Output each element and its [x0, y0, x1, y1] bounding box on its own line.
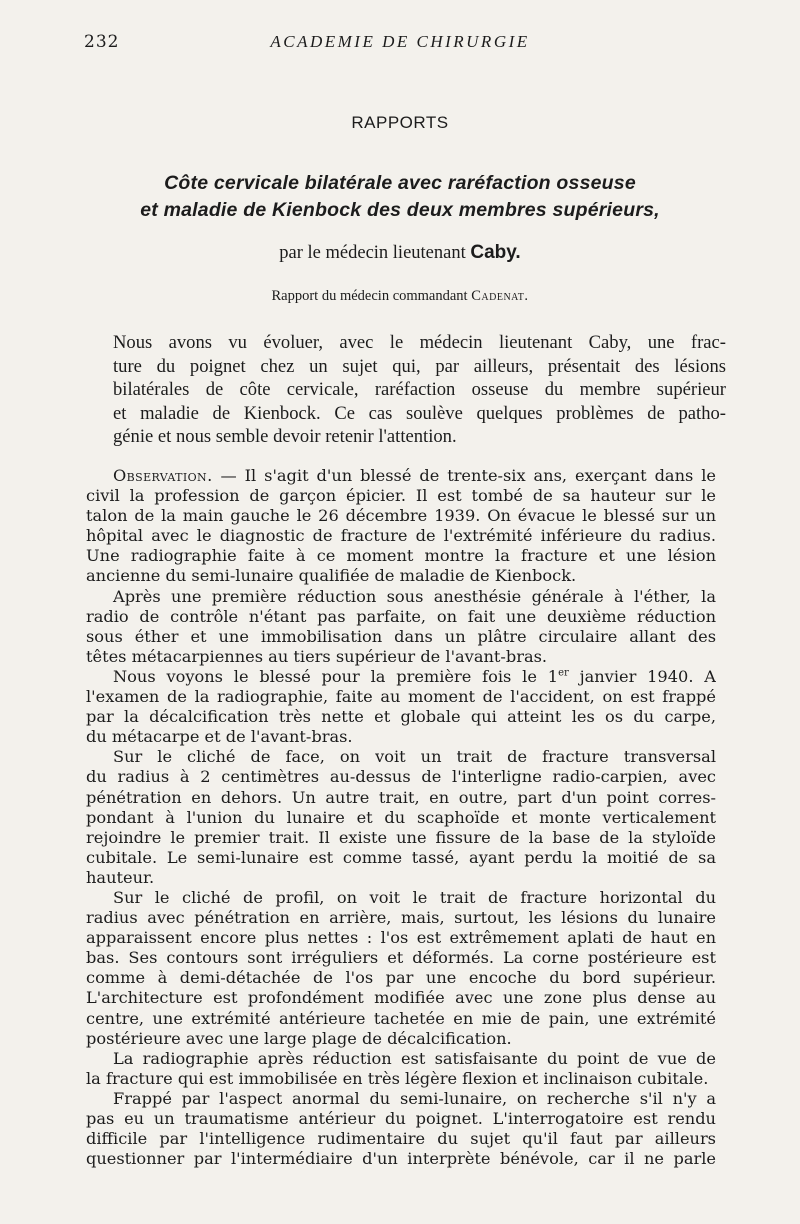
- observation-label: Observation.: [113, 466, 213, 485]
- body-line: Une radiographie faite à ce moment montre la fracture et une lésion: [86, 546, 716, 566]
- page-number: 232: [84, 32, 120, 52]
- body-line: radio de contrôle n'étant pas parfaite, on fait une deuxième réduction: [86, 606, 716, 626]
- observation-text: [86, 466, 716, 1169]
- author-line: [0, 242, 800, 264]
- body-line: hauteur.: [86, 867, 155, 887]
- intro-line: ture du poignet chez un sujet qui, par ailleurs, présentait des lésions: [113, 355, 726, 377]
- body-line: par la décalcification très nette et globale qui atteint les os du carpe,: [86, 707, 716, 727]
- body-line: rejoindre le premier trait. Il existe une fissure de la base de la styloïde: [86, 827, 716, 847]
- body-line: pas eu un traumatisme antérieur du poignet. L'interrogatoire est rendu: [86, 1109, 716, 1128]
- body-line: [86, 667, 716, 687]
- body-line: du métacarpe et de l'avant-bras.: [86, 727, 353, 747]
- author-prefix: par le médecin lieutenant: [279, 243, 466, 263]
- body-line: apparaissent encore plus nettes : l'os est extrêmement aplati de haut en: [86, 928, 716, 948]
- body-line: ancienne du semi-lunaire qualifiée de maladie de Kienbock.: [86, 566, 577, 586]
- body-line: Sur le cliché de profil, on voit le trait de fracture horizontal du: [113, 887, 716, 907]
- body-line: La radiographie après réduction est satisfaisante du point de vue de: [113, 1048, 716, 1068]
- date-tail: janvier 1940. A: [568, 666, 716, 686]
- body-line: Après une première réduction sous anesthésie générale à l'éther, la: [113, 586, 716, 606]
- body-line: bas. Ses contours sont irréguliers et déformés. La corne postérieure est: [86, 948, 716, 968]
- page-header: [80, 30, 720, 56]
- body-line: du radius à 2 centimètres au-dessus de l'interligne radio-carpien, avec: [86, 767, 716, 787]
- body-line: questionner par l'intermédiaire d'un interprète bénévole, car il ne parle: [86, 1149, 716, 1169]
- report-name: Cadenat.: [471, 288, 529, 304]
- author-name: Caby.: [470, 242, 521, 263]
- body-line: têtes métacarpiennes au tiers supérieur de l'avant-bras.: [86, 646, 548, 666]
- date-superscript: er: [558, 667, 569, 679]
- intro-line: bilatérales de côte cervicale, raréfaction osseuse du membre supérieur: [113, 379, 726, 401]
- body-line: pondant à l'union du lunaire et du scaphoïde et monte verticalement: [86, 807, 716, 827]
- body-line: radius avec pénétration en arrière, mais, surtout, les lésions du lunaire: [86, 908, 716, 928]
- body-line: Frappé par l'aspect anormal du semi-lunaire, on recherche s'il n'y a: [113, 1088, 716, 1108]
- body-line: [86, 466, 716, 486]
- body-line: difficile par l'intelligence rudimentaire du sujet qu'il faut par ailleurs: [86, 1129, 716, 1149]
- intro-line: génie et nous semble devoir retenir l'attention.: [113, 426, 457, 448]
- report-prefix: Rapport du médecin commandant: [271, 288, 468, 304]
- body-line: civil la profession de garçon épicier. Il est tombé de sa hauteur sur le: [86, 486, 716, 506]
- body-line: pénétration en dehors. Un autre trait, en outre, part d'un point corres-: [86, 787, 716, 807]
- article-title: [60, 170, 740, 224]
- body-line: sous éther et une immobilisation dans un plâtre circulaire allant des: [86, 626, 716, 646]
- body-line: centre, une extrémité antérieure tachetée en mie de pain, une extrémité: [86, 1008, 716, 1028]
- date-text: Nous voyons le blessé pour la première fois le 1: [113, 666, 559, 686]
- report-line: [0, 288, 800, 305]
- body-line: Sur le cliché de face, on voit un trait de fracture transversal: [113, 747, 716, 767]
- body-line: postérieure avec une large plage de décalcification.: [86, 1028, 512, 1048]
- body-line: talon de la main gauche le 26 décembre 1939. On évacue le blessé sur un: [86, 506, 716, 526]
- section-title: RAPPORTS: [351, 113, 449, 132]
- intro-paragraph: [113, 331, 726, 449]
- body-line: L'architecture est profondément modifiée avec une zone plus dense au: [86, 988, 716, 1008]
- body-line: hôpital avec le diagnostic de fracture de l'extrémité inférieure du radius.: [86, 526, 716, 546]
- body-line: la fracture qui est immobilisée en très légère flexion et inclinaison cubitale.: [86, 1068, 709, 1088]
- intro-line: et maladie de Kienbock. Ce cas soulève quelques problèmes de patho-: [113, 402, 726, 424]
- body-line: cubitale. Le semi-lunaire est comme tassé, ayant perdu la moitié de sa: [86, 847, 716, 867]
- title-line: Côte cervicale bilatérale avec raréfaction osseuse: [164, 172, 636, 194]
- body-line: l'examen de la radiographie, faite au moment de l'accident, on est frappé: [86, 687, 716, 707]
- intro-line: Nous avons vu évoluer, avec le médecin lieutenant Caby, une frac-: [113, 332, 726, 353]
- running-head: ACADEMIE DE CHIRURGIE: [270, 32, 530, 51]
- title-line: et maladie de Kienbock des deux membres supérieurs,: [140, 199, 660, 221]
- body-line: comme à demi-détachée de l'os par une encoche du bord supérieur.: [86, 968, 716, 988]
- body-line-text: — Il s'agit d'un blessé de trente-six ans, exerçant dans le: [212, 466, 716, 485]
